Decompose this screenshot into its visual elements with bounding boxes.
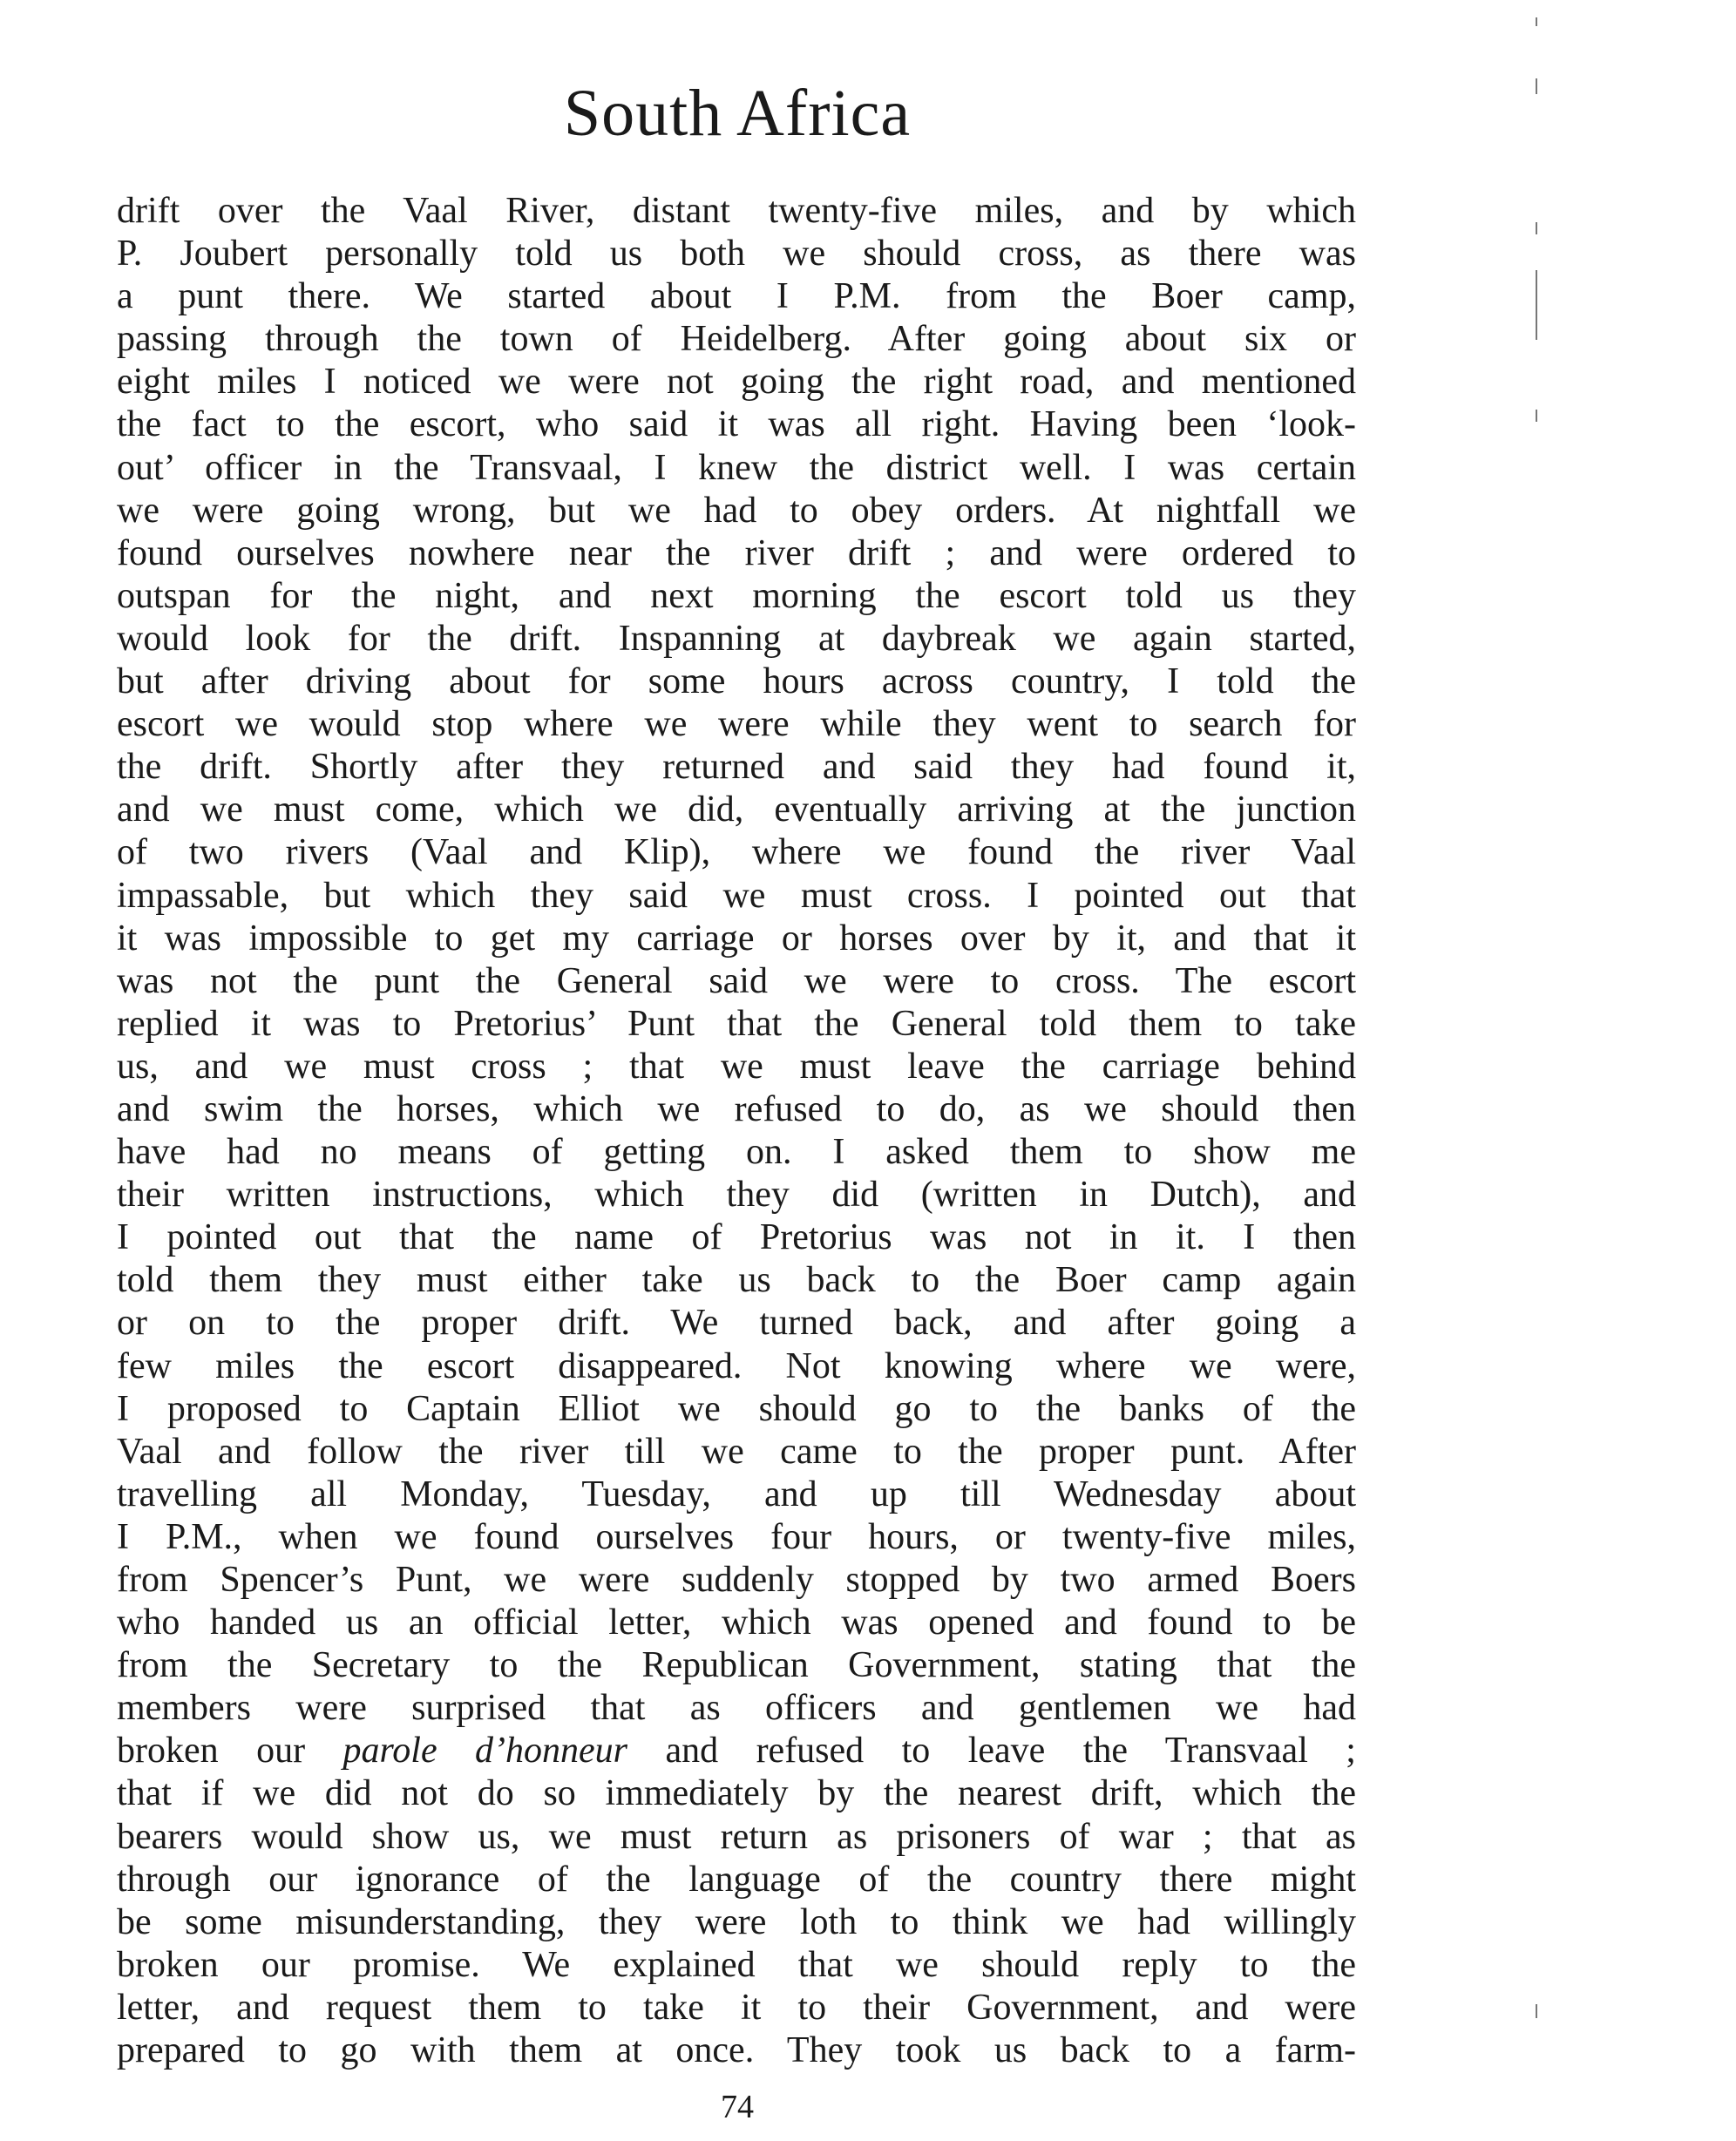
text-line: I P.M., when we found ourselves four hours, or twenty-five miles, <box>117 1516 1356 1557</box>
text-line: through our ignorance of the language of the country there might <box>117 1859 1356 1900</box>
text-line: we were going wrong, but we had to obey orders. At nightfall we <box>117 490 1356 531</box>
text-line: travelling all Monday, Tuesday, and up till Wednesday about <box>117 1474 1356 1514</box>
text-line: few miles the escort disappeared. Not knowing where we were, <box>117 1345 1356 1386</box>
page-number: 74 <box>721 2089 754 2125</box>
text-line: eight miles I noticed we were not going the right road, and mentioned <box>117 362 1356 403</box>
text-line: P. Joubert personally told us both we should cross, as there was <box>117 234 1356 274</box>
text-line: was not the punt the General said we were to cross. The escort <box>117 960 1356 1001</box>
running-header: South Africa <box>563 77 912 150</box>
text-line: us, and we must cross ; that we must leave the carriage behind <box>117 1046 1356 1087</box>
text-line: drift over the Vaal River, distant twenty-five miles, and by which <box>117 191 1356 231</box>
text-line: impassable, but which they said we must cross. I pointed out that <box>117 875 1356 916</box>
text-line: or on to the proper drift. We turned back, and after going a <box>117 1303 1356 1344</box>
text-line: found ourselves nowhere near the river drift ; and were ordered to <box>117 532 1356 573</box>
margin-mark <box>1536 17 1537 26</box>
text-line: a punt there. We started about I P.M. from the Boer camp, <box>117 276 1356 317</box>
text-line: who handed us an official letter, which was opened and found to be <box>117 1602 1356 1643</box>
margin-mark <box>1536 270 1537 340</box>
text-line: escort we would stop where we were while they went to search for <box>117 704 1356 745</box>
text-line: passing through the town of Heidelberg. After going about six or <box>117 319 1356 360</box>
text-line: but after driving about for some hours across country, I told the <box>117 661 1356 702</box>
text-line: and we must come, which we did, eventually arriving at the junction <box>117 789 1356 830</box>
text-line: that if we did not do so immediately by the nearest drift, which the <box>117 1773 1356 1814</box>
text-line: prepared to go with them at once. They took us back to a farm- <box>117 2030 1356 2071</box>
text-line: the drift. Shortly after they returned and said they had found it, <box>117 747 1356 788</box>
text-line: out’ officer in the Transvaal, I knew the district well. I was certain <box>117 447 1356 488</box>
text-line: replied it was to Pretorius’ Punt that the General told them to take <box>117 1003 1356 1044</box>
margin-mark <box>1536 410 1537 422</box>
margin-mark <box>1536 2004 1537 2018</box>
text-line: outspan for the night, and next morning the escort told us they <box>117 575 1356 616</box>
text-line: told them they must either take us back to the Boer camp again <box>117 1260 1356 1301</box>
text-line: have had no means of getting on. I asked them to show me <box>117 1132 1356 1173</box>
text-line: bearers would show us, we must return as prisoners of war ; that as <box>117 1816 1356 1857</box>
text-line: from the Secretary to the Republican Government, stating that the <box>117 1645 1356 1686</box>
text-line: broken our parole d’honneur and refused to leave the Transvaal ; <box>117 1731 1356 1772</box>
text-line: broken our promise. We explained that we should reply to the <box>117 1944 1356 1985</box>
margin-mark <box>1536 222 1537 234</box>
text-line: from Spencer’s Punt, we were suddenly stopped by two armed Boers <box>117 1560 1356 1600</box>
text-line: be some misunderstanding, they were loth to think we had willingly <box>117 1901 1356 1942</box>
text-line: members were surprised that as officers and gentlemen we had <box>117 1688 1356 1729</box>
text-line: I proposed to Captain Elliot we should go to the banks of the <box>117 1388 1356 1429</box>
text-line: of two rivers (Vaal and Klip), where we found the river Vaal <box>117 832 1356 873</box>
body-text <box>117 190 1356 2072</box>
text-line: I pointed out that the name of Pretorius was not in it. I then <box>117 1217 1356 1258</box>
text-line: letter, and request them to take it to their Government, and were <box>117 1987 1356 2028</box>
text-line: it was impossible to get my carriage or horses over by it, and that it <box>117 918 1356 959</box>
text-line: their written instructions, which they did (written in Dutch), and <box>117 1175 1356 1216</box>
margin-mark <box>1536 78 1537 94</box>
text-line: and swim the horses, which we refused to do, as we should then <box>117 1088 1356 1129</box>
text-line: Vaal and follow the river till we came to the proper punt. After <box>117 1431 1356 1472</box>
text-line: the fact to the escort, who said it was all right. Having been ‘look- <box>117 404 1356 445</box>
text-line: would look for the drift. Inspanning at daybreak we again started, <box>117 618 1356 659</box>
